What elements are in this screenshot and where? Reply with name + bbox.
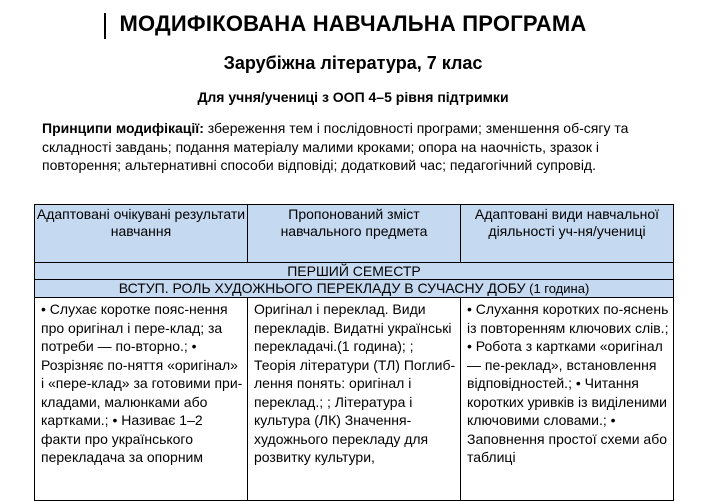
- header-content: Пропонований зміст навчального предмета: [248, 205, 461, 263]
- principles-label: Принципи модифікації:: [42, 120, 204, 136]
- semester-label: ПЕРШИЙ СЕМЕСТР: [35, 263, 674, 280]
- table-header-row: [35, 205, 674, 263]
- cell-content: Оригінал і переклад. Види перекладів. Видатні українські перекладачі.(1 година); ; Теорія літератури (ТЛ) Поглиб-лення понять: оригінал і переклад.; ; Література і культура (ЛК) Значення-художнього перекладу для розвитку культури,: [248, 298, 461, 501]
- header-activities: Адаптовані види навчальної діяльності уч-ня/учениці: [461, 205, 674, 263]
- section-row: [35, 280, 674, 298]
- section-heading: [35, 280, 674, 298]
- header-outcomes: Адаптовані очікувані результати навчання: [35, 205, 248, 263]
- cell-activities: • Слухання коротких по-яснень із повторенням ключових слів.; • Робота з картками «оригінал — пе-реклад», встановлення відповідностей.; • Читання коротких уривків із виділеними ключовими словами.; • Заповнення простої схеми або таблиці: [461, 298, 674, 501]
- document-title: МОДИФІКОВАНА НАВЧАЛЬНА ПРОГРАМА: [119, 11, 587, 36]
- section-hours: (1 година): [525, 281, 590, 296]
- cell-outcomes: • Слухає коротке пояс-нення про оригінал і пере-клад; за потреби — по-вторно.; • Розрізняє по-няття «оригінал» і «пере-клад» за готовими при-кладами, малюнками або картками.; • Називає 1–2 факти про українського перекладача за опорним: [35, 298, 248, 501]
- semester-row: [35, 263, 674, 280]
- principles-paragraph: [42, 119, 672, 175]
- table-row: [35, 298, 674, 501]
- section-title: ВСТУП. РОЛЬ ХУДОЖНЬОГО ПЕРЕКЛАДУ В СУЧАСНУ ДОБУ: [118, 280, 526, 296]
- document-subtitle: Зарубіжна література, 7 клас: [223, 53, 483, 73]
- principles-text: збереження тем і послідовності програми; зменшення об-сягу та складності завдань; подання матеріалу малими кроками; опора на наочність, зразок і повторення; альтернативні способи відповіді; додатковий час; педагогічний супровід.: [42, 120, 629, 173]
- audience-line: Для учня/учениці з ООП 4–5 рівня підтримки: [197, 89, 509, 105]
- program-table: [34, 204, 674, 501]
